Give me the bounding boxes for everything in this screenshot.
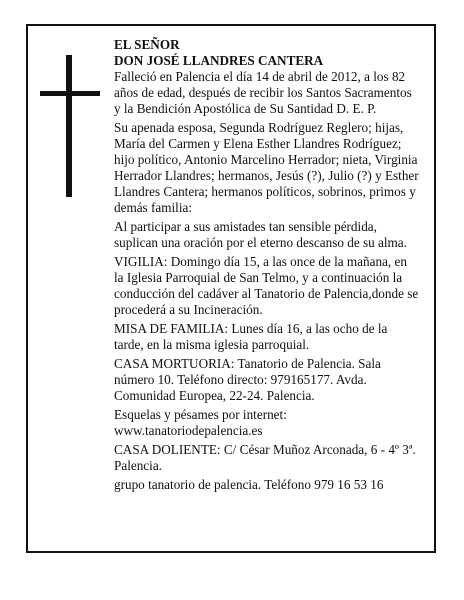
- cross-vertical-bar: [66, 55, 72, 197]
- cross-horizontal-bar: [40, 91, 100, 96]
- notice-title: EL SEÑOR: [114, 37, 180, 52]
- family-mass-info: MISA DE FAMILIA: Lunes día 16, a las ocho de la tarde, en la misma iglesia parroquial.: [114, 321, 388, 352]
- prayer-request: Al participar a sus amistades tan sensible pérdida, suplican una oración por el eterno descanso de su alma.: [114, 219, 407, 250]
- vigil-info: VIGILIA: Domingo día 15, a las once de la mañana, en la Iglesia Parroquial de San Telmo, y a continuación la conducción del cadáver al Tanatorio de Palencia,donde se procederá a su Incineración.: [114, 254, 419, 317]
- obituary-text: [114, 37, 419, 496]
- online-condolences: Esquelas y pésames por internet: www.tanatoriodepalencia.es: [114, 407, 287, 438]
- funeral-group-phone: grupo tanatorio de palencia. Teléfono 979 16 53 16: [114, 477, 384, 492]
- funeral-home-info: CASA MORTUORIA: Tanatorio de Palencia. Sala número 10. Teléfono directo: 979165177. Avda. Comunidad Europea, 22-24. Palencia.: [114, 356, 381, 403]
- family-home-address: CASA DOLIENTE: C/ César Muñoz Arconada, 6 - 4º 3ª. Palencia.: [114, 442, 416, 473]
- deceased-name: DON JOSÉ LLANDRES CANTERA: [114, 53, 324, 68]
- death-announcement: Falleció en Palencia el día 14 de abril de 2012, a los 82 años de edad, después de recibir los Santos Sacramentos y la Bendición Apostólica de Su Santidad D. E. P.: [114, 69, 412, 116]
- latin-cross-icon: [40, 55, 100, 197]
- family-list: Su apenada esposa, Segunda Rodríguez Reglero; hijas, María del Carmen y Elena Esther Llandres Rodríguez; hijo político, Antonio Marcelino Herrador; nieta, Virginia Herrador Llandres; hermanos, Jesús (?), Julio (?) y Esther Llandres Cantera; hermanos políticos, sobrinos, primos y demás familia:: [114, 120, 419, 215]
